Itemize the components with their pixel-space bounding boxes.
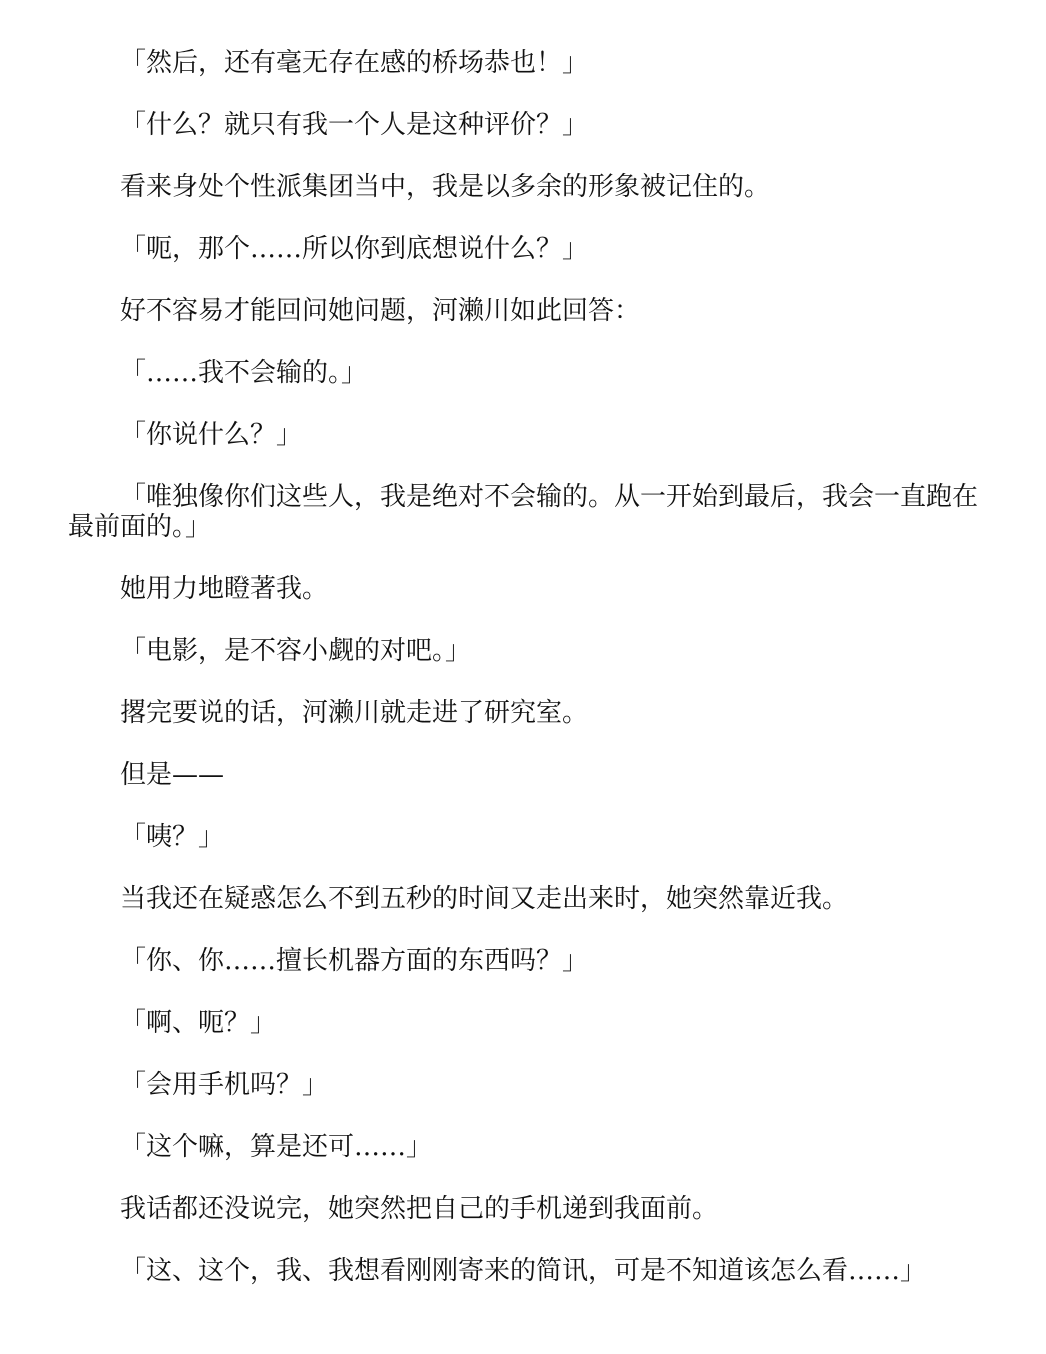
paragraph: 「啊、呃？」	[120, 1008, 277, 1038]
paragraph: 「唯独像你们这些人，我是绝对不会输的。从一开始到最后，我会一直跑在最前面的。」	[68, 482, 979, 542]
paragraph: 「……我不会输的。」	[120, 358, 368, 388]
paragraph: 「这、这个，我、我想看刚刚寄来的简讯，可是不知道该怎么看……」	[120, 1256, 927, 1286]
paragraph: 她用力地瞪著我。	[120, 574, 329, 604]
paragraph: 「你、你……擅长机器方面的东西吗？」	[120, 946, 589, 976]
paragraph: 看来身处个性派集团当中，我是以多余的形象被记住的。	[120, 172, 771, 202]
paragraph: 当我还在疑惑怎么不到五秒的时间又走出来时，她突然靠近我。	[120, 884, 849, 914]
paragraph: 但是——	[120, 760, 225, 790]
paragraph: 我话都还没说完，她突然把自己的手机递到我面前。	[120, 1194, 719, 1224]
paragraph: 「什么？就只有我一个人是这种评价？」	[120, 110, 589, 140]
paragraph: 「咦？」	[120, 822, 225, 852]
paragraph: 撂完要说的话，河濑川就走进了研究室。	[120, 698, 589, 728]
paragraph: 「电影，是不容小觑的对吧。」	[120, 636, 472, 666]
paragraph: 好不容易才能回问她问题，河濑川如此回答：	[120, 296, 641, 326]
paragraph: 「你说什么？」	[120, 420, 303, 450]
paragraph: 「然后，还有毫无存在感的桥场恭也！」	[120, 48, 589, 78]
paragraph: 「会用手机吗？」	[120, 1070, 329, 1100]
paragraph: 「这个嘛，算是还可……」	[120, 1132, 433, 1162]
paragraph: 「呃，那个……所以你到底想说什么？」	[120, 234, 589, 264]
